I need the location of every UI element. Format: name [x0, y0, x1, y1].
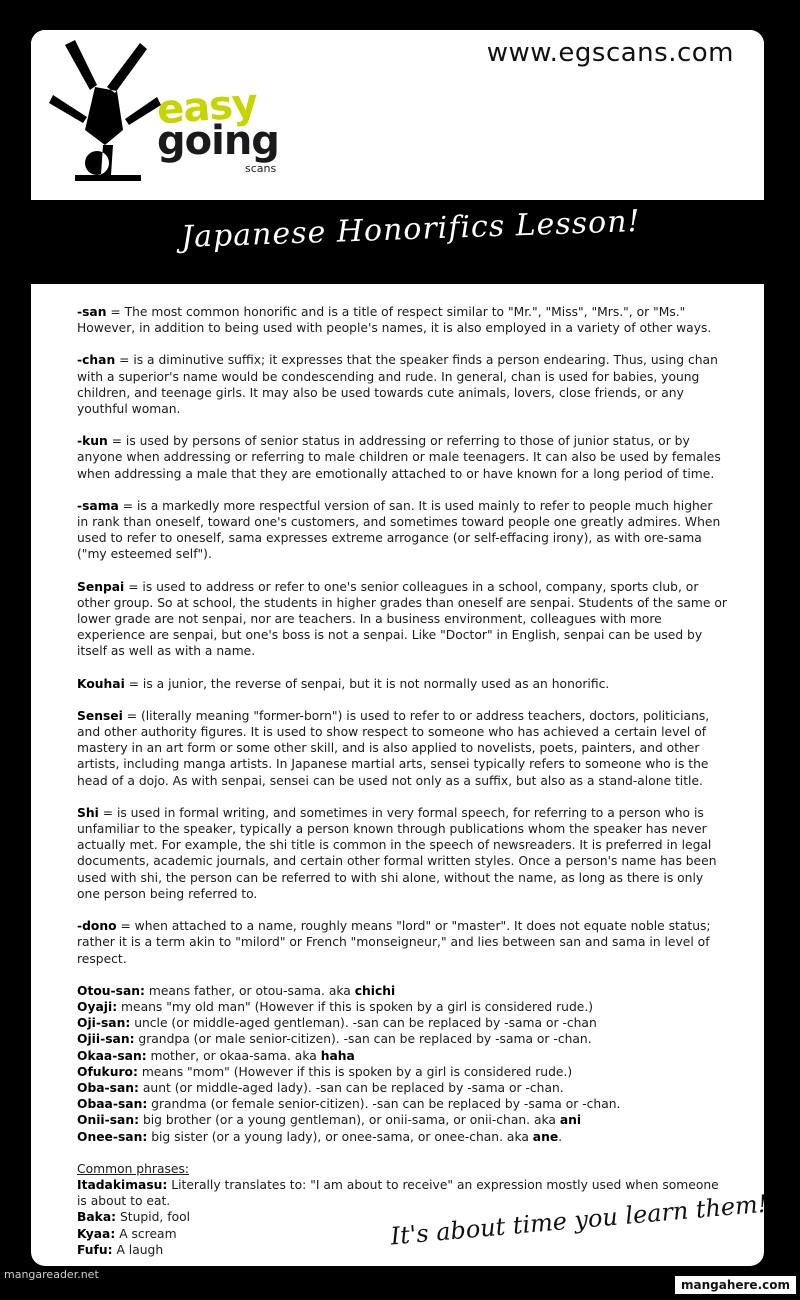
list-item: Onee-san: big sister (or a young lady), or onee-sama, or onee-chan. aka ane. — [77, 1129, 563, 1144]
entry-kun: -kun = is used by persons of senior status in addressing or referring to those of junior status, or by anyone when addressing or referring to male children or male teenagers. It can also be used by females when addressing a male that they are emotionally attached to or have known for a long period of time. — [77, 434, 721, 481]
list-item: Itadakimasu: Literally translates to: "I am about to receive" an expression mostly used when someone is about to eat. — [77, 1177, 719, 1209]
entry-chan: -chan = is a diminutive suffix; it expresses that the speaker finds a person endearing. Thus, using chan with a superior's name would be condescending and rude. In general, chan is used for babies, young children, and teenage girls. It may also be used towards cute animals, lovers, close friends, or any youthful woman. — [77, 353, 718, 417]
list-item: Kyaa: A scream — [77, 1226, 177, 1241]
entry-san: -san = The most common honorific and is a title of respect similar to "Mr.", "Miss", "Mrs.", or "Ms." However, in addition to being used with people's names, it is also employed in a variety of other ways. — [77, 305, 712, 336]
list-item: Oba-san: aunt (or middle-aged lady). -san can be replaced by -sama or -chan. — [77, 1080, 564, 1095]
page-title: Japanese Honorifics Lesson! — [180, 203, 642, 256]
list-item: Okaa-san: mother, or okaa-sama. aka haha — [77, 1048, 355, 1063]
handstand-silhouette-icon — [45, 35, 165, 195]
logo-word-scans: scans — [245, 162, 277, 175]
page-header — [31, 30, 764, 200]
entry-sensei: Sensei = (literally meaning "former-born") is used to refer to or address teachers, doctors, politicians, and other authority figures. It is used to show respect to someone who has achieved a certain level of mastery in an art form or some other skill, and is also applied to novelists, poets, painters, and other artists, including manga artists. In Japanese martial arts, sensei typically refers to someone who is the head of a dojo. As with senpai, sensei can be used not only as a suffix, but also as a stand-alone title. — [77, 708, 710, 788]
logo-word-going: going — [157, 118, 279, 164]
common-phrases-heading: Common phrases: — [77, 1161, 190, 1176]
list-item: Ojii-san: grandpa (or male senior-citizen). -san can be replaced by -sama or -chan. — [77, 1032, 592, 1047]
site-url[interactable]: www.egscans.com — [486, 38, 734, 68]
entry-kouhai: Kouhai = is a junior, the reverse of senpai, but it is not normally used as an honorific. — [77, 676, 610, 691]
watermark-left: mangareader.net — [4, 1268, 99, 1281]
entry-dono: -dono = when attached to a name, roughly means "lord" or "master". It does not equate noble status; rather it is a term akin to "milord" or French "monseigneur," and lies between san and sama in level of respect. — [77, 919, 711, 966]
lesson-content — [77, 304, 727, 1258]
entry-shi: Shi = is used in formal writing, and sometimes in very formal speech, for referring to a person who is unfamiliar to the speaker, typically a person known through publications whom the speaker has never actually met. For example, the shi title is common in the speech of newsreaders. It is preferred in legal documents, academic journals, and certain other formal written styles. Once a person's name has been used with shi, the person can be referred to with shi alone, without the name, as long as there is only one person being referred to. — [77, 805, 717, 901]
list-item: Onii-san: big brother (or a young gentleman), or onii-sama, or onii-chan. aka ani — [77, 1113, 582, 1128]
list-item: Baka: Stupid, fool — [77, 1210, 191, 1225]
easy-going-scans-logo — [45, 35, 325, 205]
list-item: Otou-san: means father, or otou-sama. aka chichi — [77, 983, 396, 998]
family-terms-list — [77, 983, 727, 1145]
tagline: It's about time you learn them! — [389, 1189, 769, 1251]
logo-word-easy: easy — [155, 80, 259, 134]
list-item: Oyaji: means "my old man" (However if this is spoken by a girl is considered rude.) — [77, 999, 594, 1014]
entry-sama: -sama = is a markedly more respectful version of san. It is used mainly to refer to people much higher in rank than oneself, toward one's customers, and sometimes toward people one greatly admires. When used to refer to oneself, sama expresses extreme arrogance (or self-effacing irony), as with ore-sama ("my esteemed self"). — [77, 498, 721, 562]
list-item: Fufu: A laugh — [77, 1242, 164, 1257]
watermark-right: mangahere.com — [675, 1276, 796, 1294]
list-item: Oji-san: uncle (or middle-aged gentleman). -san can be replaced by -sama or -chan — [77, 1016, 597, 1031]
list-item: Obaa-san: grandma (or female senior-citizen). -san can be replaced by -sama or -chan. — [77, 1097, 621, 1112]
entry-senpai: Senpai = is used to address or refer to one's senior colleagues in a school, company, sports club, or other group. So at school, the students in higher grades than oneself are senpai. Students of the same or lower grade are not senpai, nor are teachers. In a business environment, colleagues with more experience are senpai, but one's boss is not a senpai. Like "Doctor" in English, senpai can be used by itself as well as with a name. — [77, 579, 727, 659]
list-item: Ofukuro: means "mom" (However if this is spoken by a girl is considered rude.) — [77, 1064, 573, 1079]
lesson-page — [31, 30, 764, 1266]
